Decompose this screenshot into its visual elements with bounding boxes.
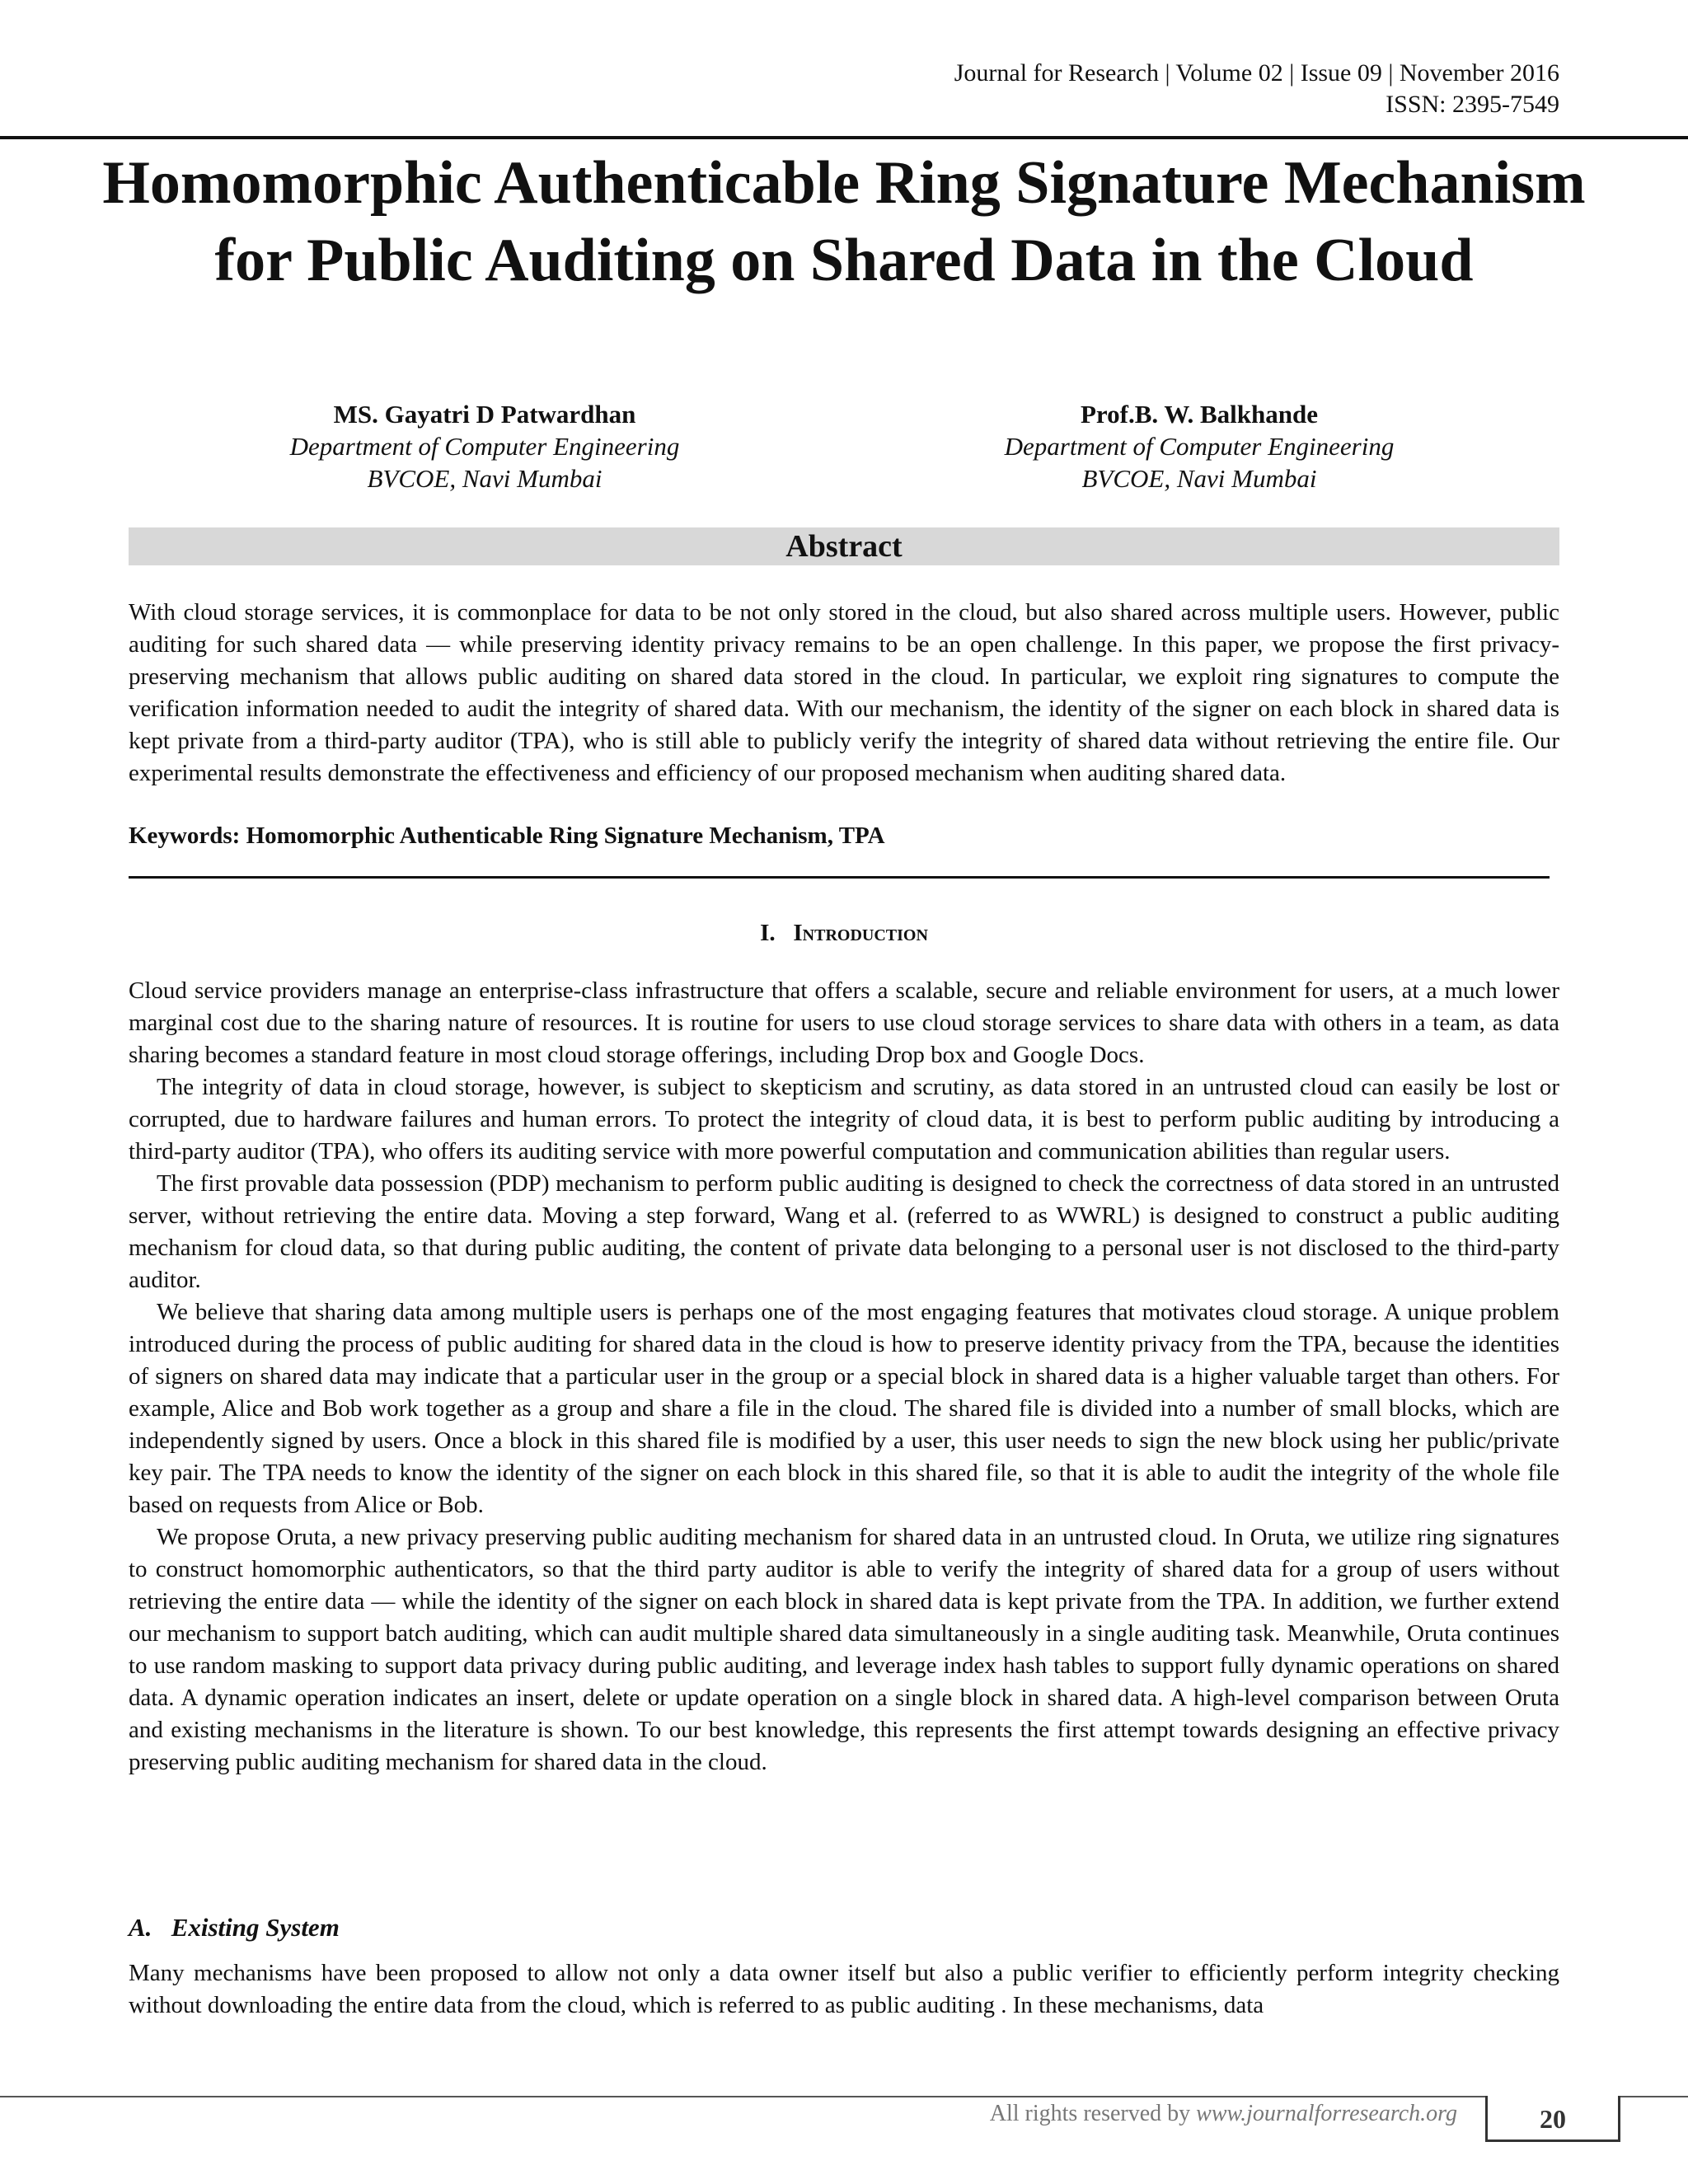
paper-title: Homomorphic Authenticable Ring Signature Mechanism for Public Auditing on Shared Data in the Cloud [102, 149, 1586, 294]
subsection-label: A. [129, 1913, 152, 1942]
keywords-divider [129, 876, 1550, 879]
footer-divider-right [1620, 2096, 1688, 2097]
section-heading-introduction [129, 916, 1559, 949]
footer-rights-text: All rights reserved by [989, 2101, 1197, 2126]
author-name: MS. Gayatri D Patwardhan [333, 400, 636, 429]
author-institution: BVCOE, Navi Mumbai [367, 464, 603, 493]
author-department: Department of Computer Engineering [1004, 432, 1395, 461]
keywords: Keywords: Homomorphic Authenticable Ring Signature Mechanism, TPA [129, 823, 885, 849]
subsection-heading-existing-system [129, 1911, 340, 1944]
issn: ISSN: 2395-7549 [1386, 91, 1559, 118]
intro-paragraph: The first provable data possession (PDP) mechanism to perform public auditing is designed to check the correctness of data stored in an untrusted server, without retrieving the entire data. Moving a step forward, Wang et al. (referred to as WWRL) is designed to construct a public auditing mechanism for cloud data, so that during public auditing, the content of private data belonging to a personal user is not disclosed to the third-party auditor. [129, 1170, 1559, 1293]
header-divider [0, 136, 1688, 139]
section-number: I. [760, 920, 776, 946]
journal-citation: Journal for Research | Volume 02 | Issue 09 | November 2016 [954, 59, 1559, 87]
abstract-text: With cloud storage services, it is commonplace for data to be not only stored in the cloud, but also shared across multiple users. However, public auditing for such shared data — while preserving identity privacy remains to be an open challenge. In this paper, we propose the first privacy-preserving mechanism that allows public auditing on shared data stored in the cloud. In particular, we exploit ring signatures to compute the verification information needed to audit the integrity of shared data. With our mechanism, the identity of the signer on each block in shared data is kept private from a third-party auditor (TPA), who is still able to publicly verify the integrity of shared data without retrieving the entire file. Our experimental results demonstrate the effectiveness and efficiency of our proposed mechanism when auditing shared data. [129, 599, 1559, 786]
author-block-1 [196, 398, 773, 494]
author-department: Department of Computer Engineering [289, 432, 680, 461]
existing-system-text: Many mechanisms have been proposed to allow not only a data owner itself but also a public verifier to efficiently perform integrity checking without downloading the entire data from the cloud, which is referred to as public auditing . In these mechanisms, data [129, 1960, 1559, 2018]
intro-paragraph: The integrity of data in cloud storage, however, is subject to skepticism and scrutiny, as data stored in an untrusted cloud can easily be lost or corrupted, due to hardware failures and human errors. To protect the integrity of cloud data, it is best to perform public auditing by introducing a third-party auditor (TPA), who offers its auditing service with more powerful computation and communication abilities than regular users. [129, 1074, 1559, 1165]
author-block-2 [911, 398, 1488, 494]
intro-paragraph: We propose Oruta, a new privacy preserving public auditing mechanism for shared data in an untrusted cloud. In Oruta, we utilize ring signatures to construct homomorphic authenticators, so that the third party auditor is able to verify the integrity of shared data for a group of users without retrieving the entire data — while the identity of the signer on each block in shared data is kept private from the TPA. In addition, we further extend our mechanism to support batch auditing, which can audit multiple shared data simultaneously in a single auditing task. Meanwhile, Oruta continues to use random masking to support data privacy during public auditing, and leverage index hash tables to support fully dynamic operations on shared data. A dynamic operation indicates an insert, delete or update operation on a single block in shared data. A high-level comparison between Oruta and existing mechanisms in the literature is shown. To our best knowledge, this represents the first attempt towards designing an effective privacy preserving public auditing mechanism for shared data in the cloud. [129, 1524, 1559, 1775]
intro-paragraph: Cloud service providers manage an enterprise-class infrastructure that offers a scalable, secure and reliable environment for users, at a much lower marginal cost due to the sharing nature of resources. It is routine for users to use cloud storage services to share data with others in a team, as data sharing becomes a standard feature in most cloud storage offerings, including Drop box and Google Docs. [129, 977, 1559, 1068]
footer-url-link[interactable]: www.journalforresearch.org [1196, 2101, 1457, 2126]
abstract-heading: Abstract [129, 527, 1559, 565]
page-number: 20 [1485, 2096, 1620, 2142]
author-institution: BVCOE, Navi Mumbai [1081, 464, 1317, 493]
footer-rights [990, 2096, 1457, 2132]
intro-paragraph: We believe that sharing data among multiple users is perhaps one of the most engaging features that motivates cloud storage. A unique problem introduced during the process of public auditing for shared data in the cloud is how to preserve identity privacy from the TPA, because the identities of signers on shared data may indicate that a particular user in the group or a special block in shared data is a higher valuable target than others. For example, Alice and Bob work together as a group and share a file in the cloud. The shared file is divided into a number of small blocks, which are independently signed by users. Once a block in this shared file is modified by a user, this user needs to sign the new block using her public/private key pair. The TPA needs to know the identity of the signer on each block in this shared file, so that it is able to audit the integrity of the whole file based on requests from Alice or Bob. [129, 1299, 1559, 1518]
subsection-title: Existing System [171, 1913, 340, 1942]
author-name: Prof.B. W. Balkhande [1081, 400, 1318, 429]
introduction-body [129, 975, 1559, 1779]
section-title: Introduction [793, 920, 928, 946]
